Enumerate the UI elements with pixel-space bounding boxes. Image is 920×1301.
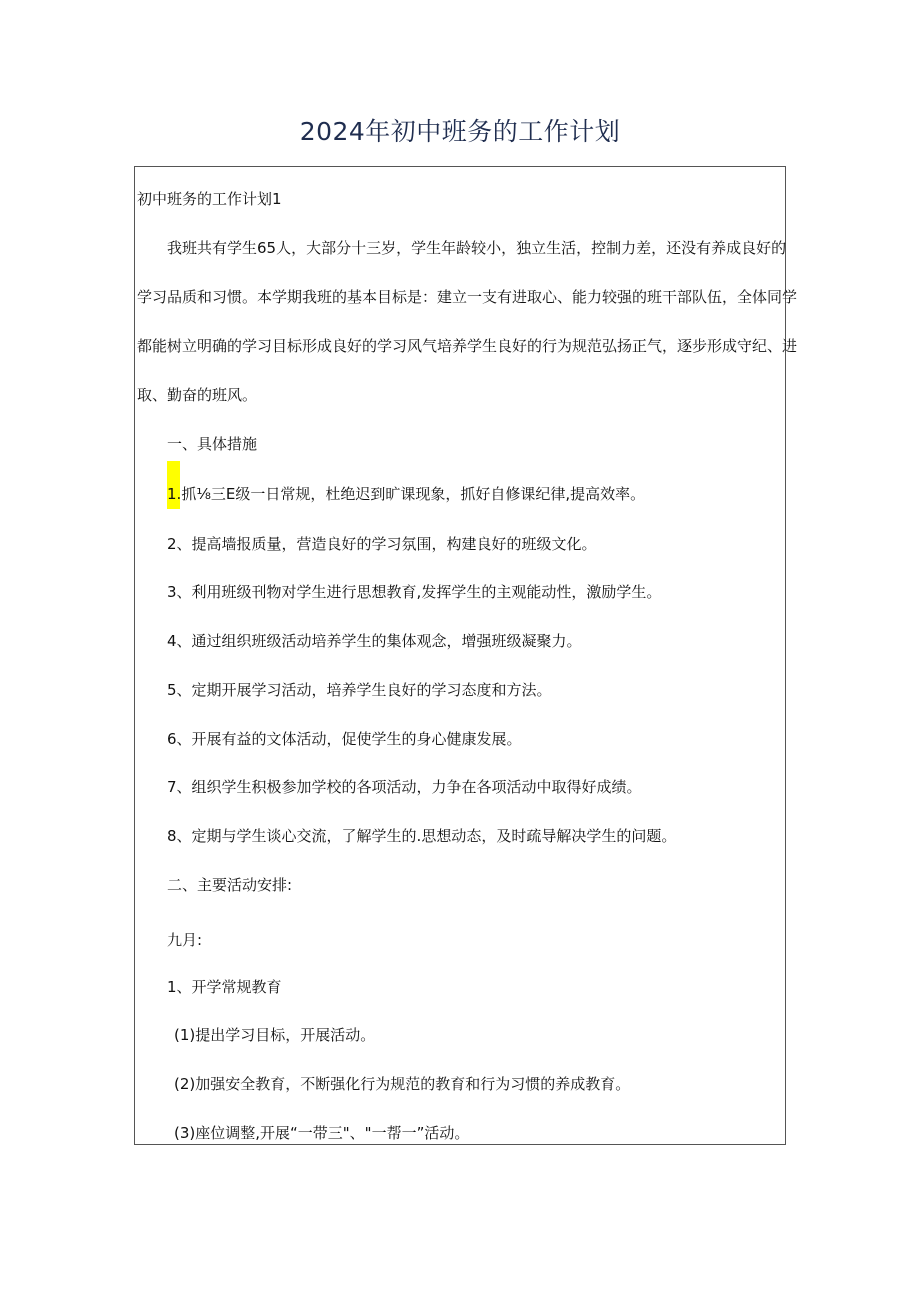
measure-item-5: 5、定期开展学习活动，培养学生良好的学习态度和方法。: [167, 681, 552, 699]
intro-line-2: 学习品质和习惯。本学期我班的基本目标是：建立一支有进取心、能力较强的班干部队伍，全体同学: [137, 288, 798, 306]
measure-item-1-text: 抓⅛三E级一日常规，杜绝迟到旷课现象，抓好自修课纪律,提高效率。: [181, 485, 646, 503]
measure-item-1-number: 1.: [167, 485, 182, 503]
section-heading-measures: 一、具体措施: [167, 435, 258, 453]
plan-heading: 初中班务的工作计划1: [137, 190, 282, 208]
intro-line-4: 取、勤奋的班风。: [137, 386, 258, 404]
measure-item-6: 6、开展有益的文体活动，促使学生的身心健康发展。: [167, 730, 522, 748]
measure-item-4: 4、通过组织班级活动培养学生的集体观念，增强班级凝聚力。: [167, 632, 582, 650]
measure-item-7: 7、组织学生积极参加学校的各项活动，力争在各项活动中取得好成绩。: [167, 778, 642, 796]
measure-item-2: 2、提高墙报质量，营造良好的学习氛围，构建良好的班级文化。: [167, 535, 597, 553]
content-frame: [134, 166, 786, 1145]
month-label: 九月:: [167, 931, 203, 949]
activity-sub-item-2: (2)加强安全教育，不断强化行为规范的教育和行为习惯的养成教育。: [174, 1075, 631, 1093]
document-title: 2024年初中班务的工作计划: [299, 117, 621, 146]
measure-item-8: 8、定期与学生谈心交流，了解学生的.思想动态，及时疏导解决学生的问题。: [167, 827, 677, 845]
measure-item-1: [167, 484, 645, 504]
activity-sub-heading: 1、开学常规教育: [167, 978, 282, 996]
section-heading-activities: 二、主要活动安排:: [167, 876, 293, 894]
intro-line-3: 都能树立明确的学习目标形成良好的学习风气培养学生良好的行为规范弘扬正气，逐步形成守纪、进: [137, 337, 798, 355]
activity-sub-item-3: (3)座位调整,开展“一带三"、"一帮一”活动。: [174, 1124, 470, 1142]
intro-line-1: 我班共有学生65人，大部分十三岁，学生年龄较小，独立生活，控制力差，还没有养成良好的: [167, 239, 787, 257]
measure-item-3: 3、利用班级刊物对学生进行思想教育,发挥学生的主观能动性，激励学生。: [167, 583, 662, 601]
activity-sub-item-1: (1)提出学习目标，开展活动。: [174, 1026, 376, 1044]
